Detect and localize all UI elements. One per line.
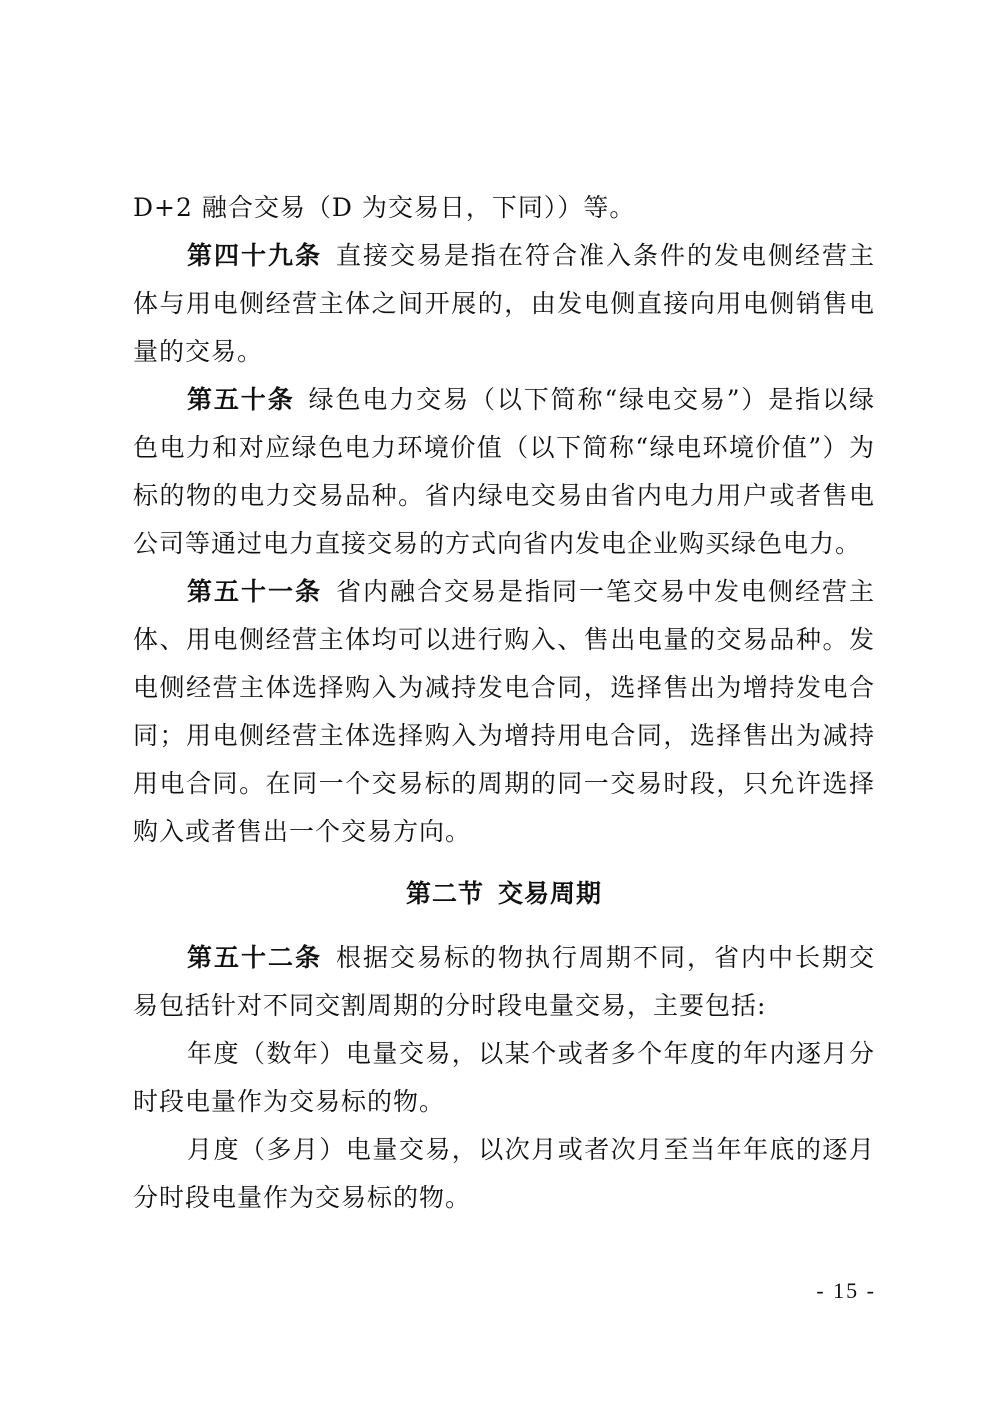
- paragraph-text: D+2 融合交易（D 为交易日，下同））等。: [133, 193, 636, 222]
- article-text: 省内融合交易是指同一笔交易中发电侧经营主体、用电侧经营主体均可以进行购入、售出电量的交易品种。发电侧经营主体选择购入为减持发电合同，选择售出为增持发电合同；用电侧经营主体选择购入为增持用电合同，选择售出为减持用电合同。在同一个交易标的周期的同一交易时段，只允许选择购入或者售出一个交易方向。: [133, 577, 875, 846]
- document-body: [133, 184, 875, 1222]
- article-text: 绿色电力交易（以下简称“绿电交易”）是指以绿色电力和对应绿色电力环境价值（以下简称“绿电环境价值”）为标的物的电力交易品种。省内绿电交易由省内电力用户或者售电公司等通过电力直接交易的方式向省内发电企业购买绿色电力。: [133, 385, 875, 558]
- article-49: [133, 232, 875, 376]
- article-50: [133, 376, 875, 568]
- paragraph-text: 年度（数年）电量交易，以某个或者多个年度的年内逐月分时段电量作为交易标的物。: [133, 1039, 875, 1116]
- article-52: [133, 934, 875, 1030]
- article-number: 第五十二条: [187, 943, 322, 972]
- article-number: 第五十条: [187, 385, 295, 414]
- article-51: [133, 568, 875, 856]
- section-title: 交易周期: [498, 879, 603, 908]
- section-number: 第二节: [405, 879, 484, 908]
- article-text: 根据交易标的物执行周期不同，省内中长期交易包括针对不同交割周期的分时段电量交易，主要包括:: [133, 943, 875, 1020]
- article-number: 第五十一条: [187, 577, 322, 606]
- paragraph-continuation: [133, 184, 875, 232]
- page-number: - 15 -: [816, 1278, 876, 1303]
- article-number: 第四十九条: [187, 241, 322, 270]
- article-text: 直接交易是指在符合准入条件的发电侧经营主体与用电侧经营主体之间开展的，由发电侧直接向用电侧销售电量的交易。: [133, 241, 875, 366]
- list-paragraph-monthly: [133, 1126, 875, 1222]
- list-paragraph-annual: [133, 1030, 875, 1126]
- paragraph-text: 月度（多月）电量交易，以次月或者次月至当年年底的逐月分时段电量作为交易标的物。: [133, 1135, 875, 1212]
- section-heading: [133, 870, 875, 918]
